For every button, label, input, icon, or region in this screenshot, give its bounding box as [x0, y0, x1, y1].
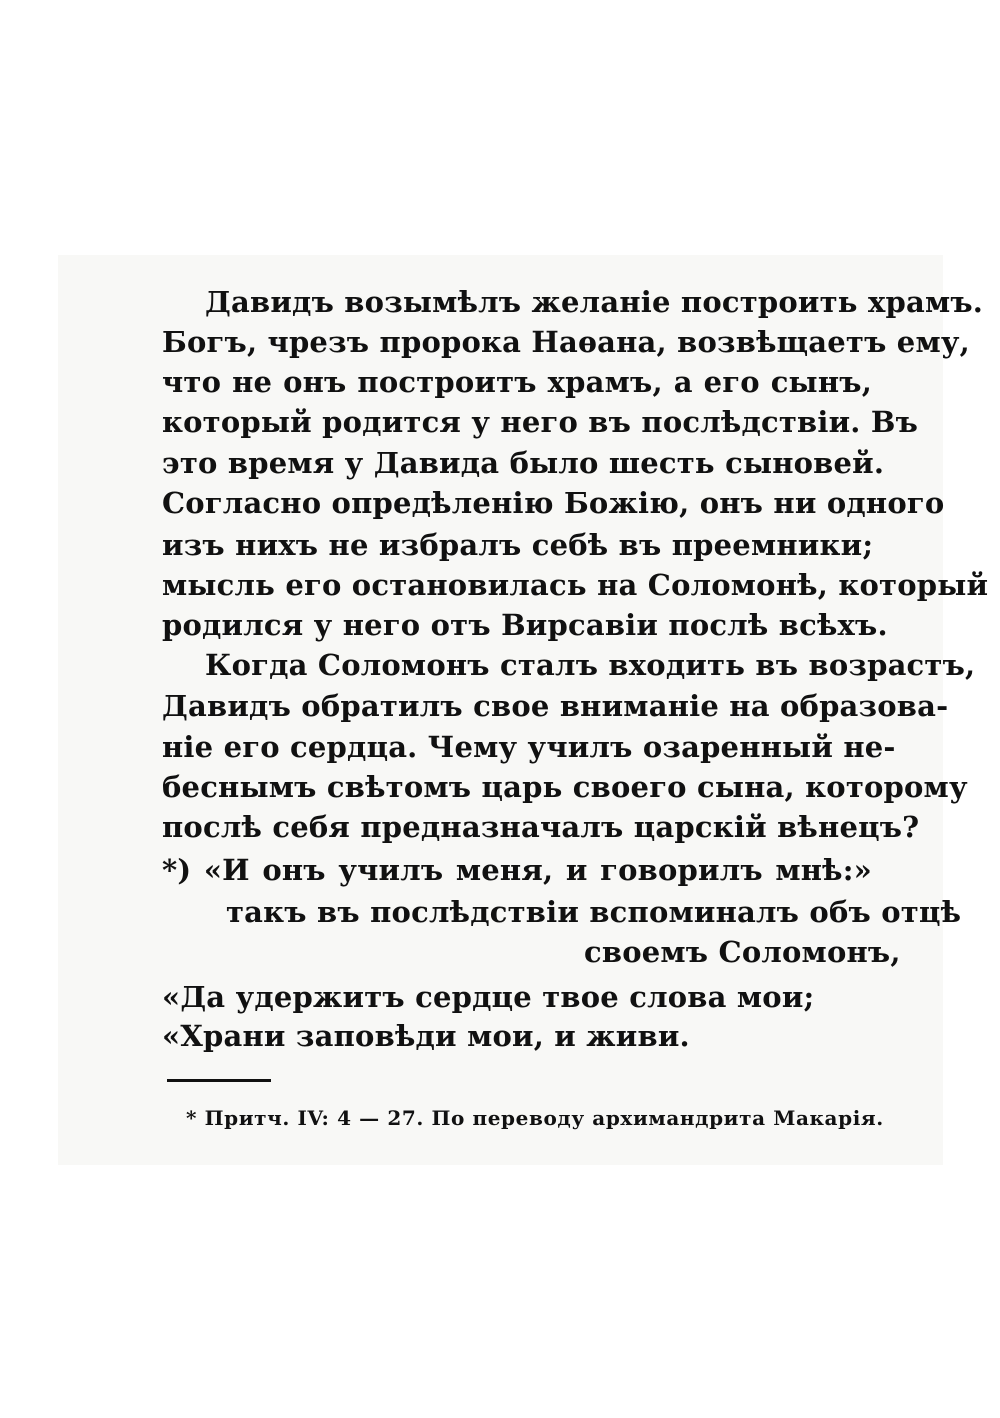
text-line-18: «Да удержитъ сердце твое слова мои; [162, 980, 815, 1014]
footnote-rule [167, 1079, 271, 1082]
text-line-5: это время у Давида было шесть сыновей. [162, 446, 885, 480]
text-line-9: родился у него отъ Вирсавіи послѣ всѣхъ. [162, 608, 888, 642]
text-line-14: послѣ себя предназначалъ царскій вѣнецъ? [162, 810, 920, 844]
text-line-7: изъ нихъ не избралъ себѣ въ преемники; [162, 528, 874, 562]
text-line-13: беснымъ свѣтомъ царь своего сына, которому [162, 770, 968, 804]
text-line-15: *) «И онъ училъ меня, и говорилъ мнѣ:» [162, 853, 872, 887]
text-line-1: Давидъ возымѣлъ желаніе построить храмъ. [205, 285, 984, 319]
footnote: * Притч. IV: 4 — 27. По переводу архимандрита Макарія. [186, 1106, 884, 1130]
text-line-17: своемъ Соломонъ, [584, 935, 901, 969]
text-line-19: «Храни заповѣди мои, и живи. [162, 1019, 690, 1053]
text-line-3: что не онъ построитъ храмъ, а его сынъ, [162, 365, 872, 399]
text-line-2: Богъ, чрезъ пророка Наѳана, возвѣщаетъ ему, [162, 325, 970, 359]
text-line-12: ніе его сердца. Чему училъ озаренный не- [162, 730, 896, 764]
text-line-16: такъ въ послѣдствіи вспоминалъ объ отцѣ [226, 895, 962, 929]
text-line-6: Согласно опредѣленію Божію, онъ ни одного [162, 486, 945, 520]
text-line-8: мысль его остановилась на Соломонѣ, который [162, 568, 989, 602]
text-line-11: Давидъ обратилъ свое вниманіе на образова- [162, 689, 949, 723]
text-line-10: Когда Соломонъ сталъ входить въ возрастъ, [205, 648, 976, 682]
text-line-4: который родится у него въ послѣдствіи. Въ [162, 405, 919, 439]
